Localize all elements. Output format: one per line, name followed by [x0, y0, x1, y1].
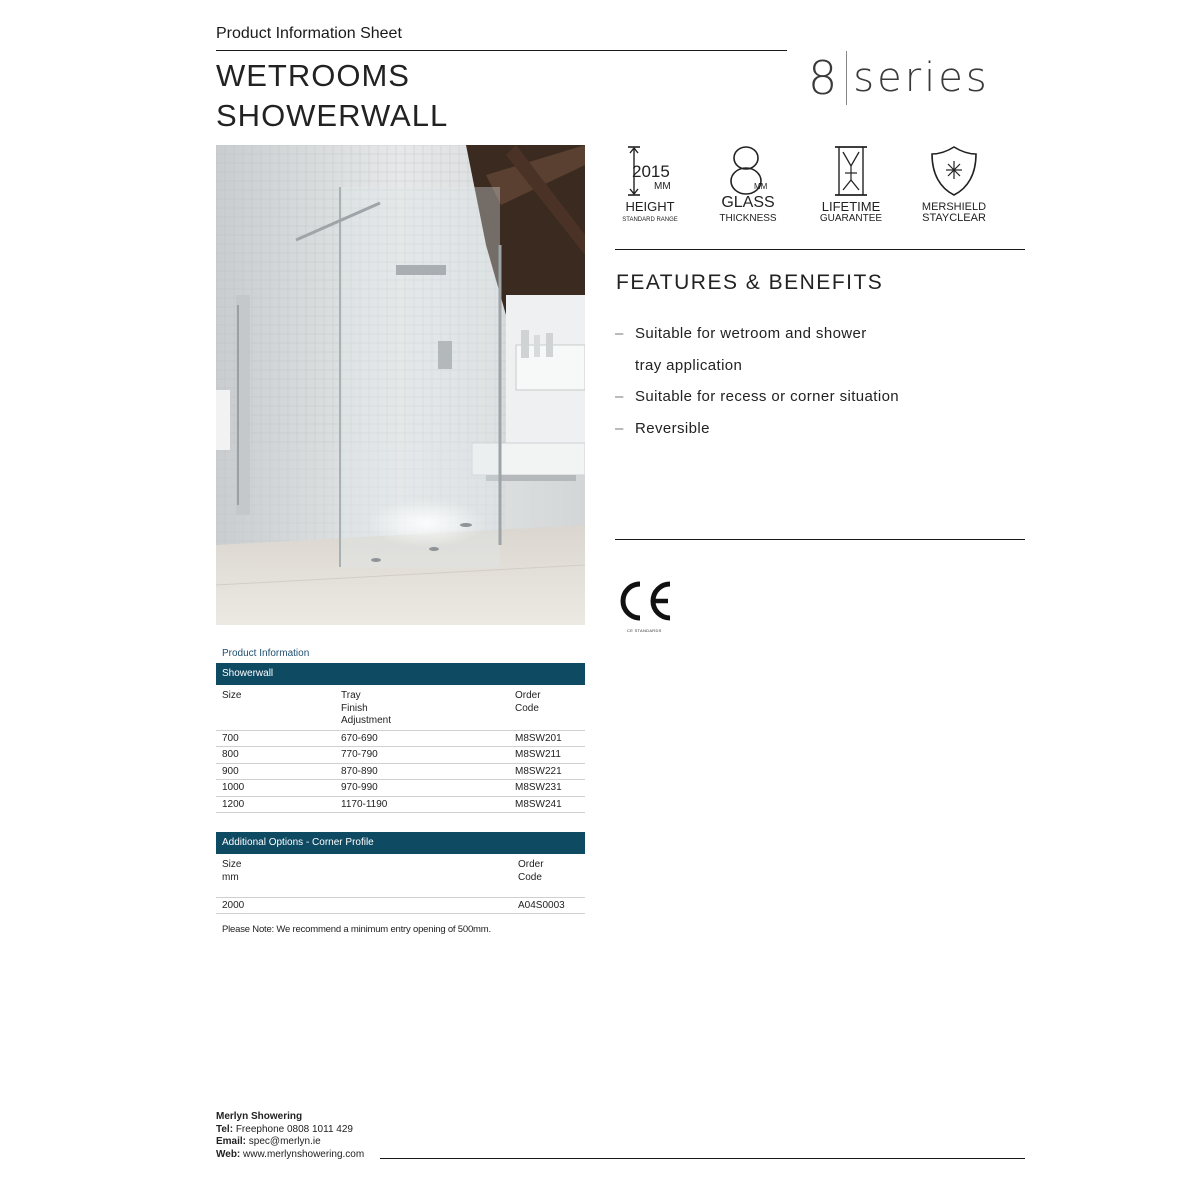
- glass-label: GLASS: [721, 194, 775, 211]
- feature-item: – Suitable for recess or corner situation: [615, 388, 900, 405]
- feature-text: Suitable for wetroom and shower: [635, 325, 867, 342]
- product-info-title: Product Information: [222, 648, 310, 659]
- footer-contact: [216, 1111, 364, 1161]
- feature-item: – Suitable for wetroom and shower: [615, 325, 867, 342]
- height-feature: [612, 144, 688, 228]
- series-logo: [808, 50, 990, 106]
- ce-mark-icon: [614, 578, 674, 624]
- feature-icons-row: [612, 144, 1024, 228]
- ce-caption: CE STANDARDS: [627, 628, 662, 633]
- col-order-code: Order Code: [518, 859, 544, 883]
- icons-divider: [615, 249, 1025, 250]
- options-table: [216, 832, 585, 914]
- table-note: Please Note: We recommend a minimum entry opening of 500mm.: [222, 924, 491, 935]
- series-word: series: [853, 55, 990, 101]
- series-divider: [846, 51, 847, 105]
- features-divider: [615, 539, 1025, 540]
- feature-text: Reversible: [635, 419, 710, 437]
- email-link[interactable]: spec@merlyn.ie: [248, 1136, 321, 1147]
- col-tray: Tray Finish Adjustment: [341, 690, 392, 726]
- height-sublabel: STANDARD RANGE: [622, 217, 678, 223]
- table-column-headers: [216, 854, 585, 898]
- feature-text: Suitable for recess or corner situation: [635, 388, 900, 405]
- col-order-code: Order Code: [515, 690, 541, 714]
- mershield-sublabel: STAYCLEAR: [922, 212, 986, 224]
- sheet-subtitle: Product Information Sheet: [216, 25, 402, 42]
- lifetime-label: LIFETIME: [821, 199, 881, 214]
- header-divider: [216, 50, 787, 51]
- lifetime-sublabel: GUARANTEE: [819, 213, 883, 224]
- feature-text: tray application: [635, 356, 743, 374]
- height-label: HEIGHT: [625, 199, 675, 214]
- title-line-2: SHOWERWALL: [216, 98, 449, 133]
- shield-icon: [924, 144, 984, 198]
- hourglass-icon: [821, 144, 881, 198]
- col-size: Size mm: [222, 859, 242, 883]
- table-row: 1000 970-990 M8SW231: [216, 780, 585, 796]
- glass-feature: [710, 144, 786, 228]
- table-row: 2000 A04S0003: [216, 898, 585, 914]
- table-row: 1200 1170-1190 M8SW241: [216, 797, 585, 813]
- company-name: Merlyn Showering: [216, 1111, 303, 1122]
- footer-divider: [380, 1158, 1025, 1159]
- table-heading: Showerwall: [216, 663, 585, 685]
- web-link[interactable]: www.merlynshowering.com: [243, 1148, 365, 1160]
- mershield-feature: [916, 144, 992, 228]
- table-heading: Additional Options - Corner Profile: [216, 832, 585, 854]
- tel-label: Tel:: [216, 1123, 234, 1135]
- features-heading: FEATURES & BENEFITS: [616, 271, 884, 294]
- series-number: 8: [808, 51, 838, 105]
- table-row: 900 870-890 M8SW221: [216, 764, 585, 780]
- mershield-label: MERSHIELD: [921, 201, 987, 213]
- table-row: 800 770-790 M8SW211: [216, 747, 585, 763]
- tel-value: Freephone 0808 1011 429: [235, 1123, 353, 1135]
- feature-item: – Reversible: [615, 419, 710, 437]
- features-list: [615, 318, 1015, 444]
- glass-sublabel: THICKNESS: [719, 213, 777, 224]
- glass-thickness-icon: [718, 144, 778, 198]
- lifetime-feature: [813, 144, 889, 228]
- product-photo: [216, 145, 585, 625]
- web-label: Web:: [216, 1148, 241, 1160]
- height-unit: MM: [654, 181, 671, 192]
- title-line-1: WETROOMS: [216, 58, 410, 93]
- col-size: Size: [222, 690, 242, 701]
- email-label: Email:: [216, 1136, 247, 1147]
- height-value: 2015: [632, 162, 670, 181]
- table-row: 700 670-690 M8SW201: [216, 731, 585, 747]
- feature-item-continuation: [615, 350, 1015, 382]
- table-column-headers: [216, 685, 585, 731]
- showerwall-table: [216, 663, 585, 813]
- glass-unit: MM: [754, 182, 768, 191]
- page-title: [216, 56, 448, 136]
